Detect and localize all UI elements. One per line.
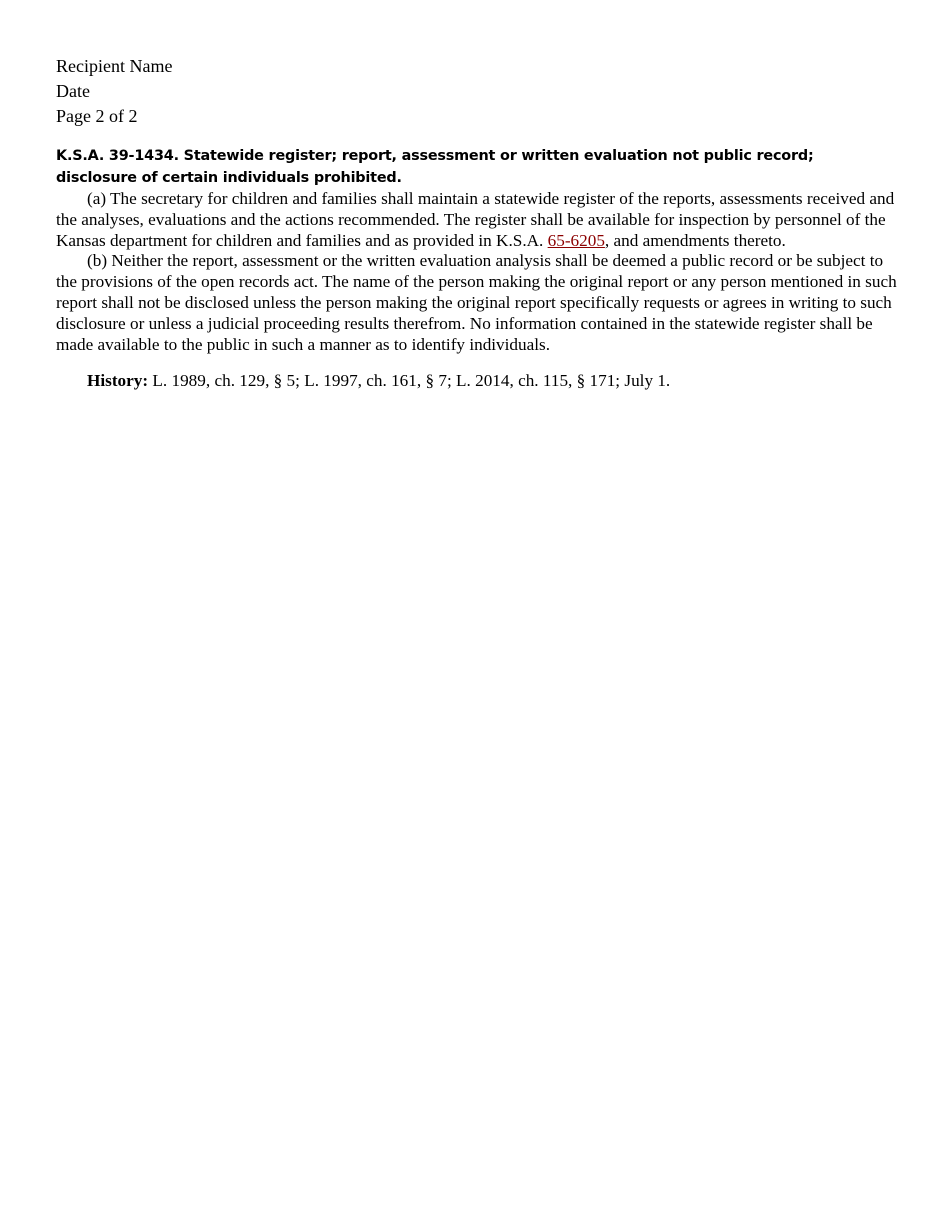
- history-line: [87, 370, 898, 391]
- letter-date: Date: [56, 81, 90, 101]
- statute-link-65-6205[interactable]: 65-6205: [547, 230, 605, 250]
- history-text: L. 1989, ch. 129, § 5; L. 1997, ch. 161, § 7; L. 2014, ch. 115, § 171; July 1.: [148, 371, 671, 391]
- history-label: History:: [87, 371, 149, 391]
- statute-paragraph-b: (b) Neither the report, assessment or the written evaluation analysis shall be deemed a public record or be subject to the provisions of the open records act. The name of the person making the original report or any person mentioned in such report shall not be disclosed unless the person making the original report specifically requests or agrees in writing to such disclosure or unless a judicial proceeding results therefrom. No information contained in the statewide register shall be made available to the public in such a manner as to identify individuals.: [56, 251, 897, 354]
- paragraph-a-text: (a) The secretary for children and families shall maintain a statewide register of the reports, assessments received and the analyses, evaluations and the actions recommended. The register shall be available for inspection by personnel of the Kansas department for children and families and as provided in K.S.A.: [56, 189, 895, 250]
- statute-heading: K.S.A. 39-1434. Statewide register; report, assessment or written evaluation not public record; disclosure of certain individuals prohibited.: [56, 148, 814, 186]
- paragraph-a-tail: , and amendments thereto.: [604, 230, 786, 250]
- recipient-name: Recipient Name: [56, 56, 173, 76]
- document-page: [56, 54, 898, 391]
- page-number: Page 2 of 2: [56, 106, 138, 126]
- statute-paragraph-a: [56, 189, 898, 251]
